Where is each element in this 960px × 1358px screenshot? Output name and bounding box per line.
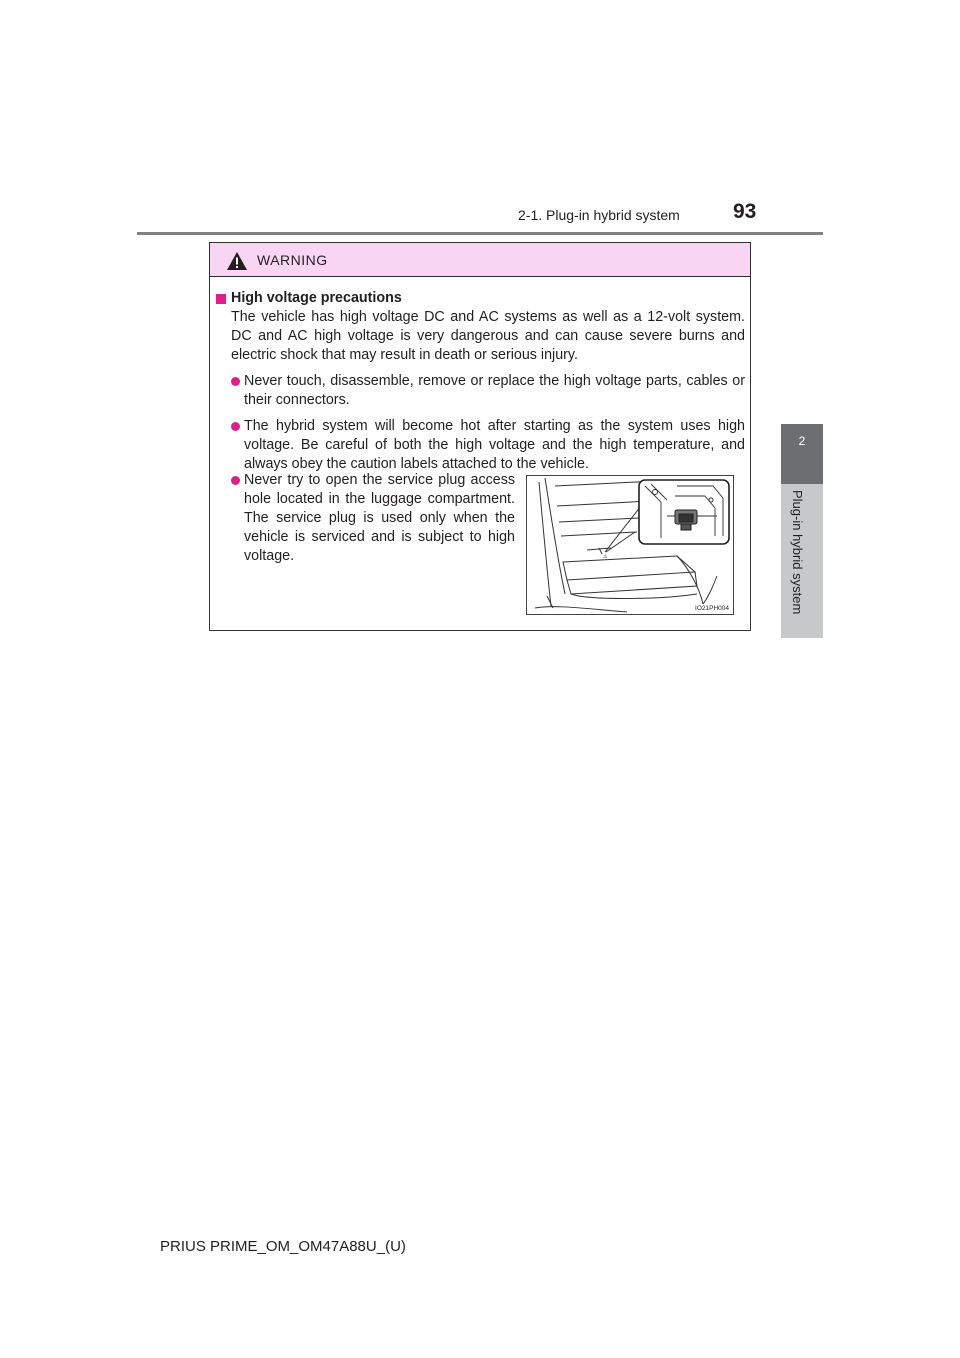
chapter-label: Plug-in hybrid system <box>790 490 805 615</box>
warning-title <box>215 289 745 308</box>
warning-section <box>215 289 745 474</box>
warning-triangle-icon <box>226 251 248 271</box>
warning-header <box>210 243 750 277</box>
luggage-compartment-illustration <box>526 475 734 615</box>
list-item <box>231 372 745 410</box>
bullet-dot-icon <box>231 377 240 386</box>
warning-intro: The vehicle has high voltage DC and AC systems as well as a 12-volt system. DC and AC high voltage is very dangerous and can cause severe burns and electric shock that may result in death or serious injury. <box>231 309 745 363</box>
list-item <box>231 471 515 566</box>
section-title: 2-1. Plug-in hybrid system <box>518 207 680 223</box>
bullet-dot-icon <box>231 476 240 485</box>
chapter-number: 2 <box>798 434 806 448</box>
warning-box <box>209 242 751 631</box>
chapter-tab <box>781 424 823 484</box>
list-item-text: Never try to open the service plug access hole located in the luggage compartment. The service plug is used only when the vehicle is serviced and is subject to high voltage. <box>244 472 515 564</box>
illustration-code: IO21PH004 <box>695 605 729 612</box>
square-bullet-icon <box>216 294 226 304</box>
warning-label: WARNING <box>257 252 328 268</box>
header-divider <box>137 232 823 235</box>
list-item-text: Never touch, disassemble, remove or replace the high voltage parts, cables or their connectors. <box>244 373 745 408</box>
chapter-tab-label-bar <box>781 484 823 638</box>
page-number: 93 <box>733 200 757 223</box>
warning-title-text: High voltage precautions <box>231 290 402 306</box>
luggage-compartment-drawing <box>527 476 733 614</box>
list-item <box>231 417 745 474</box>
bullet-dot-icon <box>231 422 240 431</box>
svg-text:⚠: ⚠ <box>603 554 608 560</box>
list-item-text: The hybrid system will become hot after starting as the system uses high voltage. Be careful of both the high voltage and the high temperature, and always obey the caution labels attached to the vehicle. <box>244 418 745 472</box>
footer-model-code: PRIUS PRIME_OM_OM47A88U_(U) <box>160 1238 406 1255</box>
